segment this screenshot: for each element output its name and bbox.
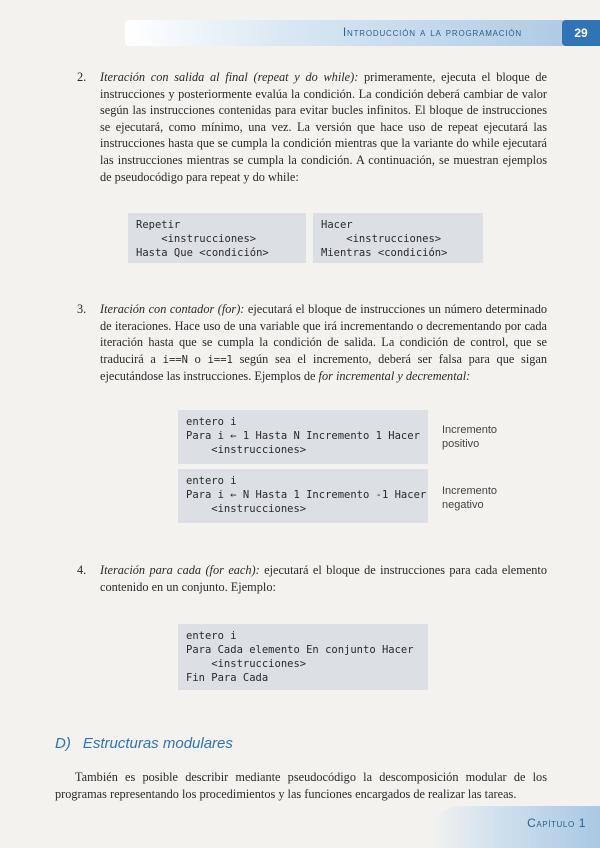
item-lead: for incremental y decremental: — [318, 369, 471, 384]
item-body: ejecutará el bloque de instrucciones para cada elemento contenido en un conjunto. Ejemplo: — [100, 563, 547, 594]
section-title: Estructuras modulares — [82, 735, 233, 752]
item-body: ejecutará el bloque de instrucciones un número determinado de iteraciones. Hace uso de una variable que irá incrementando o decrementando por cada iteración hasta que se cumpla la condición de salida. La condición de control, que se traducirá a — [100, 302, 547, 366]
code-block-repeat: Repetir <instrucciones> Hasta Que <condición> — [128, 213, 306, 263]
item-lead: Iteración con contador (for): — [100, 302, 245, 316]
item-lead: Iteración con salida al final (repeat y do while): — [100, 70, 359, 84]
section-heading — [55, 735, 233, 752]
list-number: 4. — [77, 563, 87, 577]
list-item-2 — [77, 69, 547, 185]
list-text — [100, 562, 547, 595]
inline-code: i==N — [162, 353, 188, 366]
item-body: o — [187, 351, 208, 366]
list-text — [100, 69, 547, 185]
list-item-3 — [77, 301, 547, 385]
note-decrement: Incremento negativo — [442, 485, 498, 511]
page-number: 29 — [562, 20, 600, 46]
code-block-for-increment: entero i Para i ← 1 Hasta N Incremento 1 Hacer <instrucciones> — [178, 410, 428, 464]
code-block-do-while: Hacer <instrucciones> Mientras <condición> — [313, 213, 483, 263]
item-body: primeramente, ejecuta el bloque de instrucciones y posteriormente evalúa la condición. La condición deberá cambiar de valor según las instrucciones contenidas para evitar bucles infinitos. El bloque de instrucciones se ejecutará, como mínimo, una vez. La versión que hace uso de repeat ejecutará las instrucciones hasta que se cumpla la condición mientras que la variante do while ejecutará las instrucciones mientras se cumpla la condición. A continuación, se muestran ejemplos de pseudocódigo para repeat y do while: — [100, 70, 547, 184]
code-block-for-each: entero i Para Cada elemento En conjunto Hacer <instrucciones> Fin Para Cada — [178, 624, 428, 690]
item-lead: Iteración para cada (for each): — [100, 563, 260, 577]
section-letter: D) — [55, 735, 71, 752]
list-number: 3. — [77, 302, 87, 316]
list-text — [100, 301, 547, 385]
chapter-label: Capítulo 1 — [527, 816, 586, 830]
note-increment: Incremento positivo — [442, 424, 498, 450]
list-number: 2. — [77, 70, 87, 84]
running-header: Introducción a la programación — [342, 25, 522, 39]
inline-code: i==1 — [207, 353, 233, 366]
code-block-for-decrement: entero i Para i ← N Hasta 1 Incremento -1 Hacer <instrucciones> — [178, 469, 428, 523]
list-item-4 — [77, 562, 547, 595]
section-paragraph: También es posible describir mediante pseudocódigo la descomposición modular de los programas representando los procedimientos y las funciones encargados de realizar las tareas. — [55, 770, 547, 801]
item-body: según sea el incremento, deberá ser falsa para que sigan ejecutándose las instrucciones. Ejemplos de — [100, 351, 547, 384]
